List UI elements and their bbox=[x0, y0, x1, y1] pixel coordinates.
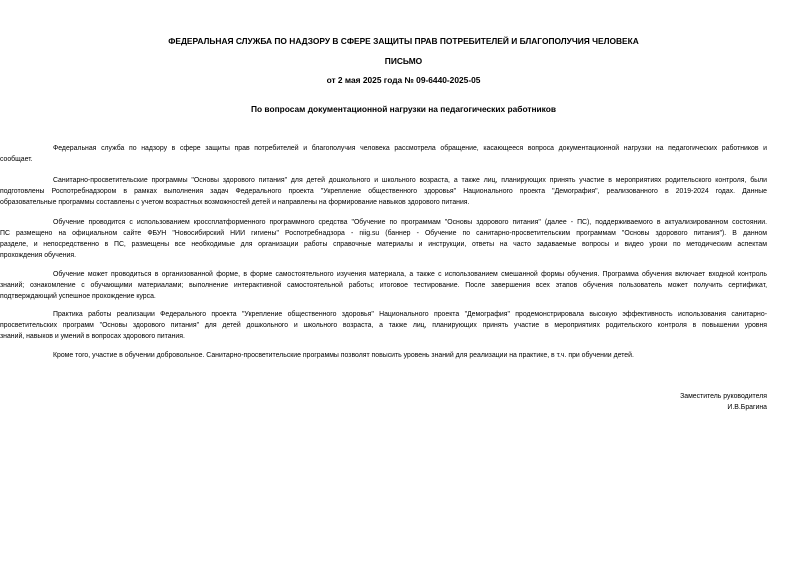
paragraph-line: подготовлены Роспотребнадзором в рамках выполнения задач Федерального проекта "Укрепление общественного здоровья" Национального проекта "Демография", реализованного в 2019-2024 годах. Данные bbox=[0, 188, 767, 195]
paragraph-line: ПС размещено на официальном сайте ФБУН "Новосибирский НИИ гигиены" Роспотребнадзора - niig.su (баннер - Обучение по санитарно-просветительским программам "Основы здорового питания"). В данном bbox=[0, 230, 767, 237]
paragraph-line: знаний; ознакомление с обучающими материалами; выполнение интерактивной самостоятельной работы; итоговое тестирование. После завершения всех этапов обучения пользователь может получить сертификат, bbox=[0, 282, 767, 289]
paragraph-line: Федеральная служба по надзору в сфере защиты прав потребителей и благополучия человека рассмотрела обращение, касающееся вопроса документационной нагрузки на педагогических работников и bbox=[53, 145, 767, 152]
paragraph-line: подтверждающий успешное прохождение курса. bbox=[0, 293, 156, 300]
signatory-name: И.В.Брагина bbox=[727, 404, 767, 411]
issuing-agency: ФЕДЕРАЛЬНАЯ СЛУЖБА ПО НАДЗОРУ В СФЕРЕ ЗАЩИТЫ ПРАВ ПОТРЕБИТЕЛЕЙ И БЛАГОПОЛУЧИЯ ЧЕЛОВЕКА bbox=[168, 36, 639, 46]
paragraph-3 bbox=[0, 217, 767, 261]
paragraph-line: Обучение проводится с использованием кроссплатформенного программного средства "Обучение по программам "Основы здорового питания" (далее - ПС), поддерживаемого в актуализированном состоянии. bbox=[53, 219, 767, 226]
paragraph-2 bbox=[0, 175, 767, 208]
paragraph-1 bbox=[0, 143, 767, 165]
signature-block bbox=[680, 391, 767, 413]
signatory-position: Заместитель руководителя bbox=[680, 393, 767, 400]
paragraph-line: Обучение может проводиться в организованной форме, в форме самостоятельного изучения материала, а также с использованием смешанной формы обучения. Программа обучения включает входной контроль bbox=[53, 271, 767, 278]
document-date-number: от 2 мая 2025 года № 09-6440-2025-05 bbox=[326, 75, 481, 85]
paragraph-line: прохождения обучения. bbox=[0, 252, 76, 259]
paragraph-4 bbox=[0, 269, 767, 302]
document-type: ПИСЬМО bbox=[384, 56, 423, 66]
paragraph-line: просветительских программ "Основы здорового питания" для детей дошкольного и школьного возраста, а также лиц, планирующих принять участие в мероприятиях родительского контроля в повышении уровня bbox=[0, 322, 767, 329]
paragraph-line: образовательные программы составлены с учетом возрастных возможностей детей и направлены на формирование навыков здорового питания. bbox=[0, 199, 470, 206]
paragraph-line: разделе, и непосредственно в ПС, размещены все необходимые для организации работы справочные материалы и инструкции, ответы на часто задаваемые вопросы и видео уроки по методическим аспектам bbox=[0, 241, 767, 248]
paragraph-line: Санитарно-просветительские программы "Основы здорового питания" для детей дошкольного и школьного возраста, а также лиц, планирующих принять участие в мероприятиях родительского контроля, были bbox=[53, 177, 767, 184]
document-subject: По вопросам документационной нагрузки на педагогических работников bbox=[250, 104, 557, 114]
paragraph-line: знаний, навыков и умений в вопросах здорового питания. bbox=[0, 333, 185, 340]
paragraph-5 bbox=[0, 309, 767, 342]
paragraph-line: Кроме того, участие в обучении добровольное. Санитарно-просветительские программы позволят повысить уровень знаний для реализации на практике, в т.ч. при обучении детей. bbox=[53, 352, 634, 359]
paragraph-line: Практика работы реализации Федерального проекта "Укрепление общественного здоровья" Национального проекта "Демография" продемонстрировала высокую эффективность использования санитарно- bbox=[53, 311, 767, 318]
paragraph-line: сообщает. bbox=[0, 156, 33, 163]
paragraph-6 bbox=[53, 350, 767, 361]
